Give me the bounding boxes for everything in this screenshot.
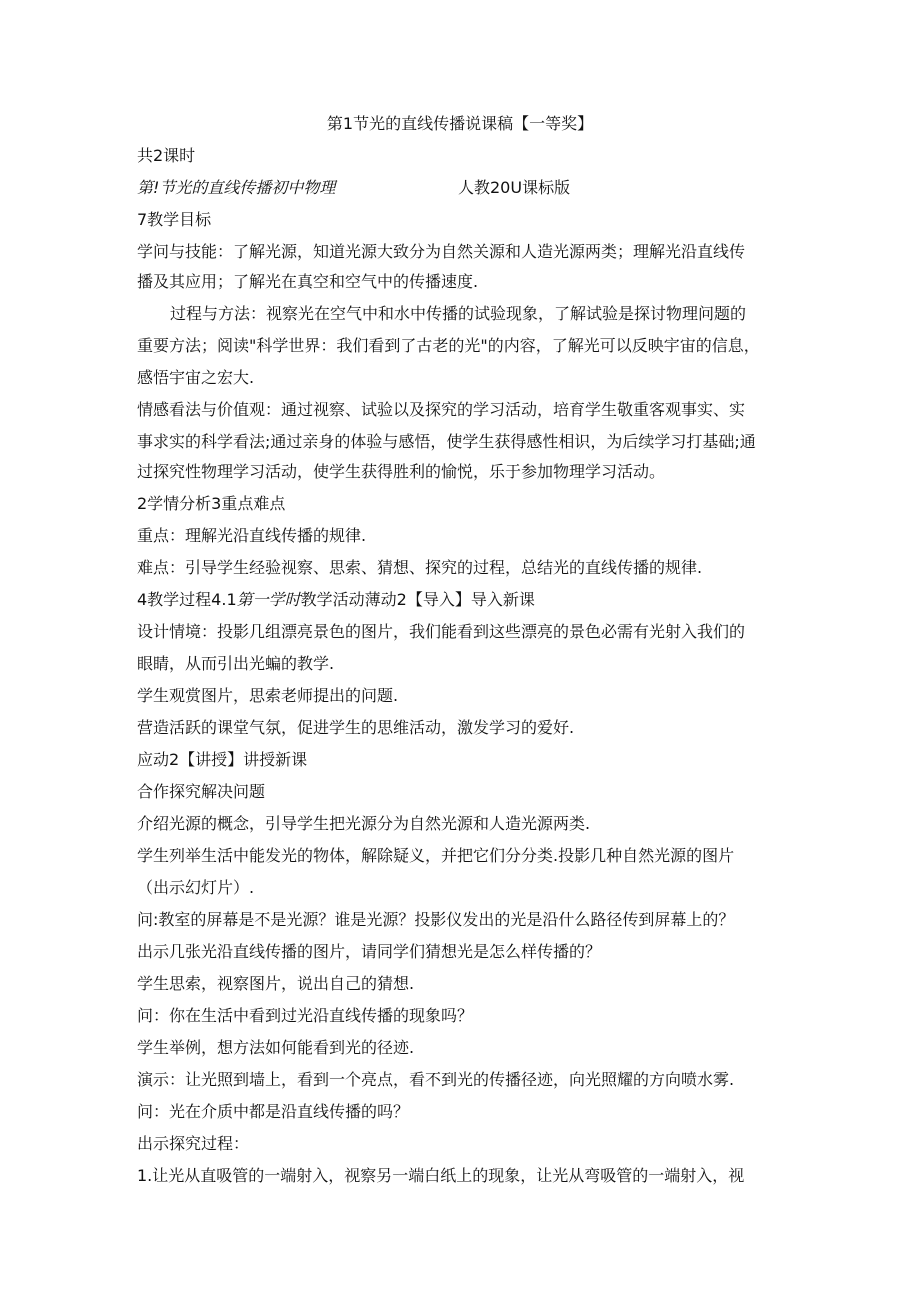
section-heading-process bbox=[137, 589, 535, 611]
text-line: 事求实的科学看法;通过亲身的体验与感悟，使学生获得感性相识，为后续学习打基础;通 bbox=[137, 432, 756, 451]
text-line: 情感看法与价值观：通过视察、试验以及探究的学习活动，培育学生敬重客观事实、实 bbox=[137, 400, 746, 419]
subtitle-right: 人教20U课标版 bbox=[458, 178, 571, 197]
text-line: 学生举例，想方法如何能看到光的径迹. bbox=[137, 1038, 415, 1057]
text-line: 设计情境：投影几组漂亮景色的图片，我们能看到这些漂亮的景色必需有光射入我们的 bbox=[137, 622, 746, 641]
process-part1: 4教学过程4.1 bbox=[137, 590, 237, 609]
text-line-class-hours: 共2课时 bbox=[137, 146, 196, 165]
subtitle-left: 第!节光的直线传播初中物理 bbox=[137, 178, 336, 197]
text-line: 出示探究过程： bbox=[137, 1134, 250, 1153]
text-line: 问：你在生活中看到过光沿直线传播的现象吗？ bbox=[137, 1006, 474, 1025]
process-part3: 教学活动薄动2【导入】导入新课 bbox=[300, 590, 535, 609]
text-line: 营造活跃的课堂气氛，促进学生的思维活动，激发学习的爱好. bbox=[137, 718, 575, 737]
text-line: 学生思索，视察图片，说出自己的猜想. bbox=[137, 974, 415, 993]
text-line: 应动2【讲授】讲授新课 bbox=[137, 750, 308, 769]
process-part2: 第一学时 bbox=[236, 590, 301, 609]
text-line: 问：光在介质中都是沿直线传播的吗？ bbox=[137, 1102, 410, 1121]
text-line: 重点：理解光沿直线传播的规律. bbox=[137, 526, 367, 545]
text-line: 播及其应用；了解光在真空和空气中的传播速度. bbox=[137, 272, 479, 291]
text-line: 眼睛，从而引出光蝙的教学. bbox=[137, 654, 335, 673]
text-line: 过探究性物理学习活动，使学生获得胜利的愉悦，乐于参加物理学习活动。 bbox=[137, 462, 666, 481]
text-line: （出示幻灯片）. bbox=[137, 878, 255, 897]
text-line: 学问与技能：了解光源，知道光源大致分为自然关源和人造光源两类；理解光沿直线传 bbox=[137, 242, 746, 261]
text-line: 1.让光从直吸管的一端射入，视察另一端白纸上的现象，让光从弯吸管的一端射入，视 bbox=[137, 1166, 745, 1185]
section-heading-objectives: 7教学目标 bbox=[137, 210, 212, 229]
text-line: 难点：引导学生经验视察、思索、猜想、探究的过程，总结光的直线传播的规律. bbox=[137, 558, 703, 577]
text-line: 演示：让光照到墙上，看到一个亮点，看不到光的传播径迹，向光照耀的方向喷水雾. bbox=[137, 1070, 735, 1089]
text-line: 学生列举生活中能发光的物体，解除疑义，并把它们分分类.投影几种自然光源的图片 bbox=[137, 846, 735, 865]
text-line: 问:教室的屏幕是不是光源？谁是光源？投影仪发出的光是沿什么路径传到屏幕上的？ bbox=[137, 910, 735, 929]
text-line: 学生观赏图片，思索老师提出的问题. bbox=[137, 686, 399, 705]
text-line: 过程与方法：视察光在空气中和水中传播的试验现象，了解试验是探讨物理问题的 bbox=[170, 304, 747, 323]
section-heading-analysis: 2学情分析3重点难点 bbox=[137, 494, 286, 513]
text-line: 出示几张光沿直线传播的图片，请同学们猜想光是怎么样传播的？ bbox=[137, 942, 602, 961]
text-line: 感悟宇宙之宏大. bbox=[137, 368, 255, 387]
text-line: 介绍光源的概念，引导学生把光源分为自然光源和人造光源两类. bbox=[137, 814, 591, 833]
text-line: 重要方法；阅读"科学世界：我们看到了古老的光"的内容，了解光可以反映宇宙的信息， bbox=[137, 336, 760, 355]
text-line: 合作探究解决问题 bbox=[137, 782, 266, 801]
document-title: 第1节光的直线传播说课稿【一等奖】 bbox=[326, 114, 594, 133]
